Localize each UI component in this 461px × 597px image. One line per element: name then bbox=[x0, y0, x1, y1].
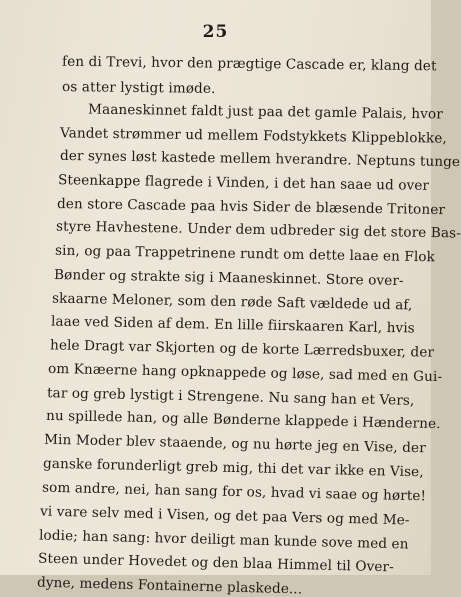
text-line: Vandet strømmer ud mellem Fodstykkets Klippeblokke, bbox=[59, 125, 447, 147]
text-line: sin, og paa Trappetrinene rundt om dette laae en Flok bbox=[54, 242, 436, 266]
text-line: Maaneskinnet faldt just paa det gamle Palais, hvor bbox=[87, 101, 443, 123]
text-line: den store Cascade paa hvis Sider de blæsende Tritoner bbox=[56, 195, 446, 219]
body-text bbox=[0, 53, 461, 597]
text-line: Bønder og strakte sig i Maaneskinnet. Store over- bbox=[53, 266, 404, 290]
text-line: tar og greb lystigt i Strengene. Nu sang han et Vers, bbox=[46, 385, 415, 409]
text-line: Steen under Hovedet og den blaa Himmel til Over- bbox=[37, 550, 395, 576]
text-line: som andre, nei, han sang for os, hvad vi saae og hørte! bbox=[41, 479, 427, 505]
text-line: os atter lystigt imøde. bbox=[61, 79, 216, 97]
text-line: lodie; han sang: hvor deiligt man kunde sove med en bbox=[38, 527, 409, 553]
text-line: der synes løst kastede mellem hverandre. Neptuns tunge bbox=[59, 147, 461, 171]
text-line: vi vare selv med i Visen, og det paa Vers og med Me- bbox=[39, 503, 410, 529]
text-line: ganske forunderligt greb mig, thi det var ikke en Vise, bbox=[42, 455, 424, 481]
text-line: Steenkappe flagrede i Vinden, i det han saae ud over bbox=[57, 172, 430, 194]
text-line: skaarne Meloner, som den røde Saft vældede ud af, bbox=[51, 290, 413, 314]
text-line: laae ved Siden af dem. En lille fiirskaaren Karl, hvis bbox=[50, 313, 415, 337]
text-line: nu spillede han, og alle Bønderne klappede i Hænderne. bbox=[45, 407, 441, 433]
text-line: dyne, medens Fontainerne plaskede... bbox=[36, 574, 303, 597]
text-line: fen di Trevi, hvor den prægtige Cascade er, klang det bbox=[61, 53, 437, 75]
text-line: Min Moder blev staaende, og nu hørte jeg en Vise, der bbox=[43, 431, 426, 457]
text-line: hele Dragt var Skjorten og de korte Lærredsbuxer, der bbox=[49, 337, 435, 361]
text-line: styre Havhestene. Under dem udbreder sig det store Bas- bbox=[55, 218, 461, 242]
text-line: om Knæerne hang opknappede og løse, sad med en Gui- bbox=[47, 360, 443, 386]
page-number: 25 bbox=[202, 22, 229, 42]
